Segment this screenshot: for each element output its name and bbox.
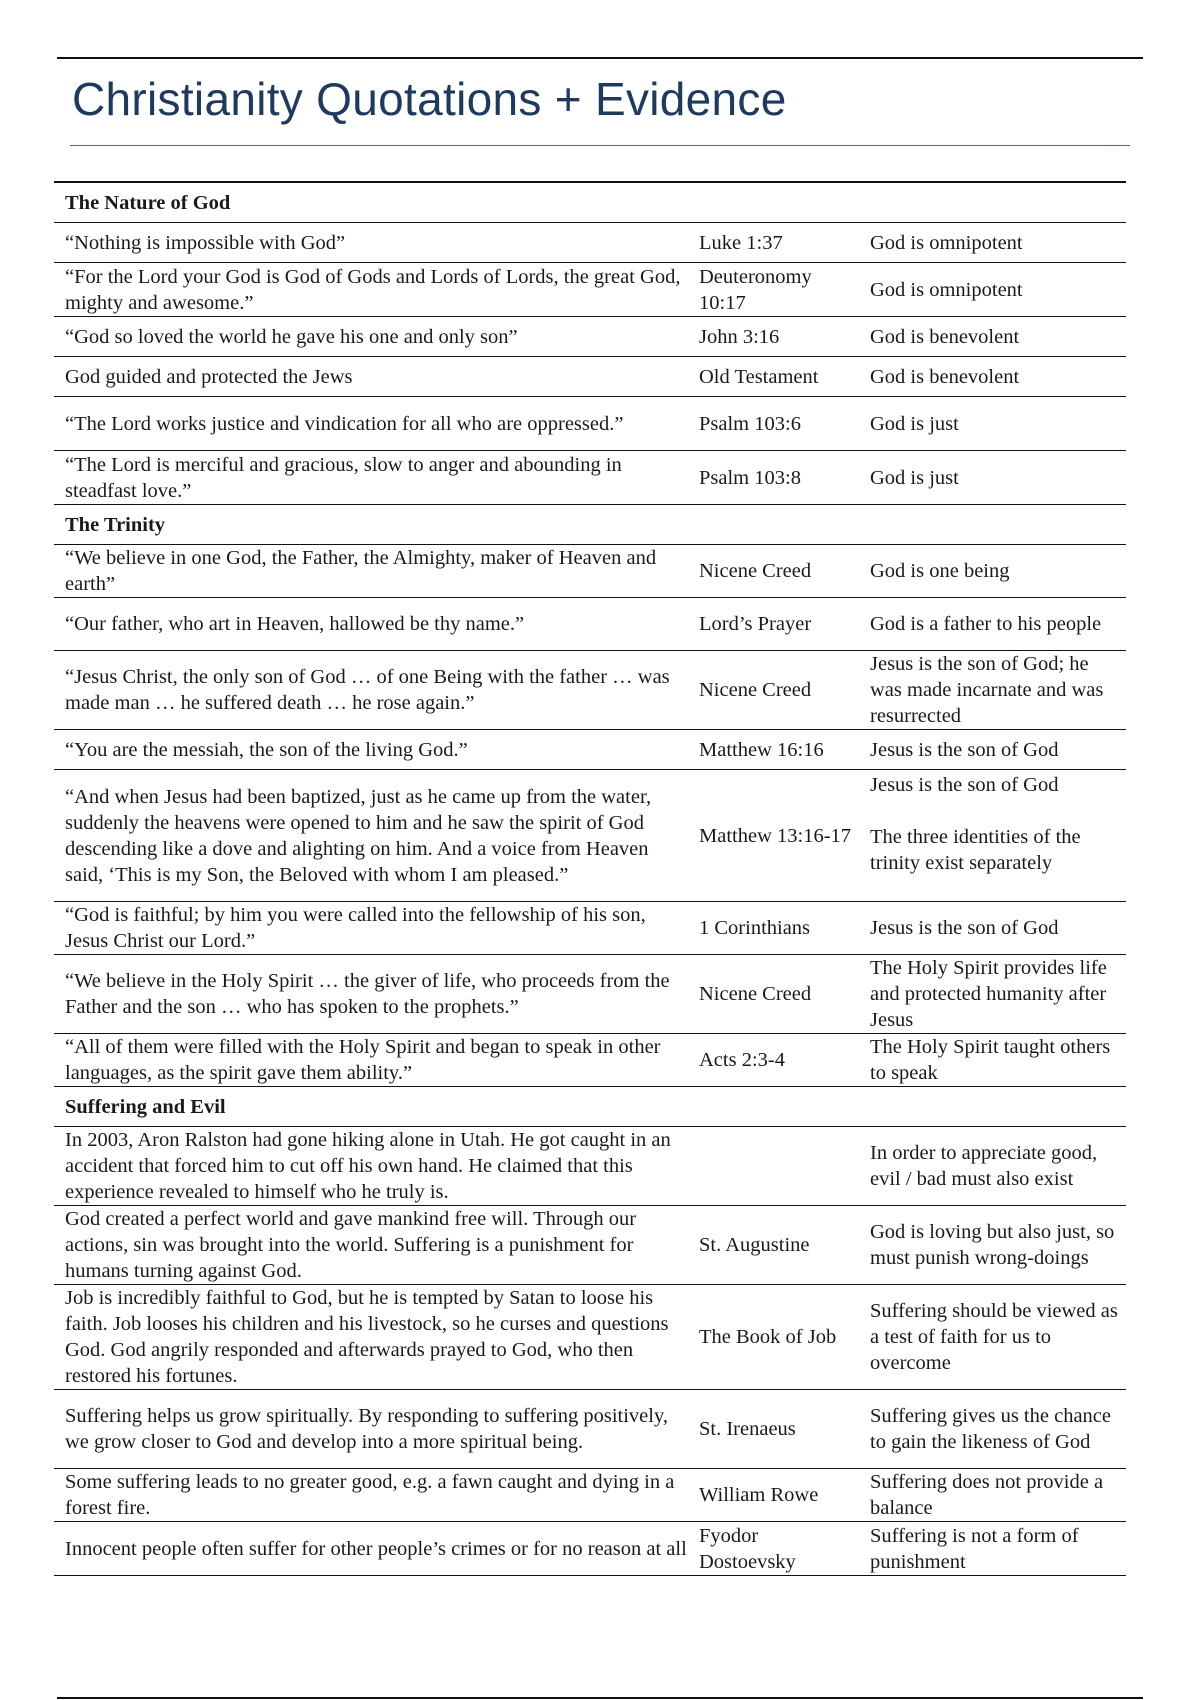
quote-cell: “For the Lord your God is God of Gods and Lords of Lords, the great God, mighty and awesome.”	[54, 263, 691, 317]
reference-cell: Luke 1:37	[691, 223, 862, 263]
quote-cell: “Nothing is impossible with God”	[54, 223, 691, 263]
meaning-cell: Jesus is the son of God; he was made incarnate and was resurrected	[862, 651, 1126, 730]
meaning-cell: Suffering is not a form of punishment	[862, 1522, 1126, 1576]
section-header-nature-of-god	[54, 182, 1126, 223]
reference-cell: Lord’s Prayer	[691, 598, 862, 651]
quote-cell: “And when Jesus had been baptized, just as he came up from the water, suddenly the heavens were opened to him and he saw the spirit of God descending like a dove and alighting on him. And a voice from Heaven said, ‘This is my Son, the Beloved with whom I am pleased.”	[54, 770, 691, 902]
meaning-cell: Suffering should be viewed as a test of faith for us to overcome	[862, 1285, 1126, 1390]
quote-cell: Job is incredibly faithful to God, but he is tempted by Satan to loose his faith. Job looses his children and his livestock, so he curses and questions God. God angrily responded and afterwards prayed to God, who then restored his fortunes.	[54, 1285, 691, 1390]
quote-cell: “Our father, who art in Heaven, hallowed be thy name.”	[54, 598, 691, 651]
table-row	[54, 545, 1126, 598]
table-row	[54, 902, 1126, 955]
section-heading: The Trinity	[54, 505, 1126, 545]
reference-cell	[691, 1127, 862, 1206]
table-row	[54, 451, 1126, 505]
meaning-cell: God is omnipotent	[862, 223, 1126, 263]
meaning-cell: Suffering gives us the chance to gain the likeness of God	[862, 1390, 1126, 1469]
meaning-line-1: Jesus is the son of God	[870, 774, 1059, 796]
page-title: Christianity Quotations + Evidence	[72, 73, 787, 125]
reference-cell: Old Testament	[691, 357, 862, 397]
meaning-cell: The Holy Spirit provides life and protected humanity after Jesus	[862, 955, 1126, 1034]
table-row	[54, 651, 1126, 730]
table-row	[54, 955, 1126, 1034]
quote-cell: Innocent people often suffer for other people’s crimes or for no reason at all	[54, 1522, 691, 1576]
reference-cell: Fyodor Dostoevsky	[691, 1522, 862, 1576]
table-row	[54, 1285, 1126, 1390]
table-row	[54, 1469, 1126, 1522]
quote-cell: In 2003, Aron Ralston had gone hiking alone in Utah. He got caught in an accident that forced him to cut off his own hand. He claimed that this experience revealed to himself who he truly is.	[54, 1127, 691, 1206]
table-row	[54, 1034, 1126, 1087]
table-row	[54, 397, 1126, 451]
reference-cell: St. Augustine	[691, 1206, 862, 1285]
meaning-cell: God is just	[862, 397, 1126, 451]
reference-cell: St. Irenaeus	[691, 1390, 862, 1469]
quote-cell: “Jesus Christ, the only son of God … of one Being with the father … was made man … he suffered death … he rose again.”	[54, 651, 691, 730]
table-row	[54, 263, 1126, 317]
quote-cell: “We believe in one God, the Father, the Almighty, maker of Heaven and earth”	[54, 545, 691, 598]
table-row	[54, 357, 1126, 397]
meaning-cell: God is just	[862, 451, 1126, 505]
reference-cell: Psalm 103:6	[691, 397, 862, 451]
title-underline	[70, 145, 1130, 146]
section-heading: The Nature of God	[54, 182, 1126, 223]
bottom-rule	[57, 1697, 1143, 1699]
meaning-cell: Jesus is the son of God	[862, 730, 1126, 770]
section-header-suffering-and-evil	[54, 1087, 1126, 1127]
reference-cell: Nicene Creed	[691, 651, 862, 730]
quote-cell: God guided and protected the Jews	[54, 357, 691, 397]
quote-cell: God created a perfect world and gave mankind free will. Through our actions, sin was brought into the world. Suffering is a punishment for humans turning against God.	[54, 1206, 691, 1285]
meaning-cell: God is a father to his people	[862, 598, 1126, 651]
quote-cell: “All of them were filled with the Holy Spirit and began to speak in other languages, as the spirit gave them ability.”	[54, 1034, 691, 1087]
meaning-cell: God is loving but also just, so must punish wrong-doings	[862, 1206, 1126, 1285]
reference-cell: Matthew 13:16-17	[691, 770, 862, 902]
reference-cell: 1 Corinthians	[691, 902, 862, 955]
quote-cell: “The Lord is merciful and gracious, slow to anger and abounding in steadfast love.”	[54, 451, 691, 505]
quote-cell: Some suffering leads to no greater good, e.g. a fawn caught and dying in a forest fire.	[54, 1469, 691, 1522]
section-header-trinity	[54, 505, 1126, 545]
table-row	[54, 317, 1126, 357]
quote-cell: “You are the messiah, the son of the living God.”	[54, 730, 691, 770]
quotations-table	[54, 181, 1126, 1576]
reference-cell: John 3:16	[691, 317, 862, 357]
quote-cell: “God so loved the world he gave his one and only son”	[54, 317, 691, 357]
meaning-cell: In order to appreciate good, evil / bad must also exist	[862, 1127, 1126, 1206]
meaning-cell: The Holy Spirit taught others to speak	[862, 1034, 1126, 1087]
table-row	[54, 1522, 1126, 1576]
table-row	[54, 223, 1126, 263]
meaning-cell	[862, 770, 1126, 902]
meaning-cell: God is benevolent	[862, 357, 1126, 397]
meaning-cell: Suffering does not provide a balance	[862, 1469, 1126, 1522]
meaning-line-2: The three identities of the trinity exist separately	[870, 826, 1081, 874]
table-row	[54, 598, 1126, 651]
reference-cell: William Rowe	[691, 1469, 862, 1522]
reference-cell: Acts 2:3-4	[691, 1034, 862, 1087]
reference-cell: The Book of Job	[691, 1285, 862, 1390]
table-row	[54, 770, 1126, 902]
quote-cell: “We believe in the Holy Spirit … the giver of life, who proceeds from the Father and the son … who has spoken to the prophets.”	[54, 955, 691, 1034]
quote-cell: “God is faithful; by him you were called into the fellowship of his son, Jesus Christ our Lord.”	[54, 902, 691, 955]
quote-cell: “The Lord works justice and vindication for all who are oppressed.”	[54, 397, 691, 451]
reference-cell: Nicene Creed	[691, 545, 862, 598]
table-row	[54, 730, 1126, 770]
meaning-cell: Jesus is the son of God	[862, 902, 1126, 955]
reference-cell: Nicene Creed	[691, 955, 862, 1034]
meaning-cell: God is benevolent	[862, 317, 1126, 357]
top-rule	[57, 57, 1143, 59]
meaning-cell: God is one being	[862, 545, 1126, 598]
section-heading: Suffering and Evil	[54, 1087, 1126, 1127]
meaning-cell: God is omnipotent	[862, 263, 1126, 317]
table-row	[54, 1127, 1126, 1206]
table-row	[54, 1206, 1126, 1285]
table-row	[54, 1390, 1126, 1469]
reference-cell: Deuteronomy 10:17	[691, 263, 862, 317]
quote-cell: Suffering helps us grow spiritually. By responding to suffering positively, we grow closer to God and develop into a more spiritual being.	[54, 1390, 691, 1469]
reference-cell: Psalm 103:8	[691, 451, 862, 505]
reference-cell: Matthew 16:16	[691, 730, 862, 770]
